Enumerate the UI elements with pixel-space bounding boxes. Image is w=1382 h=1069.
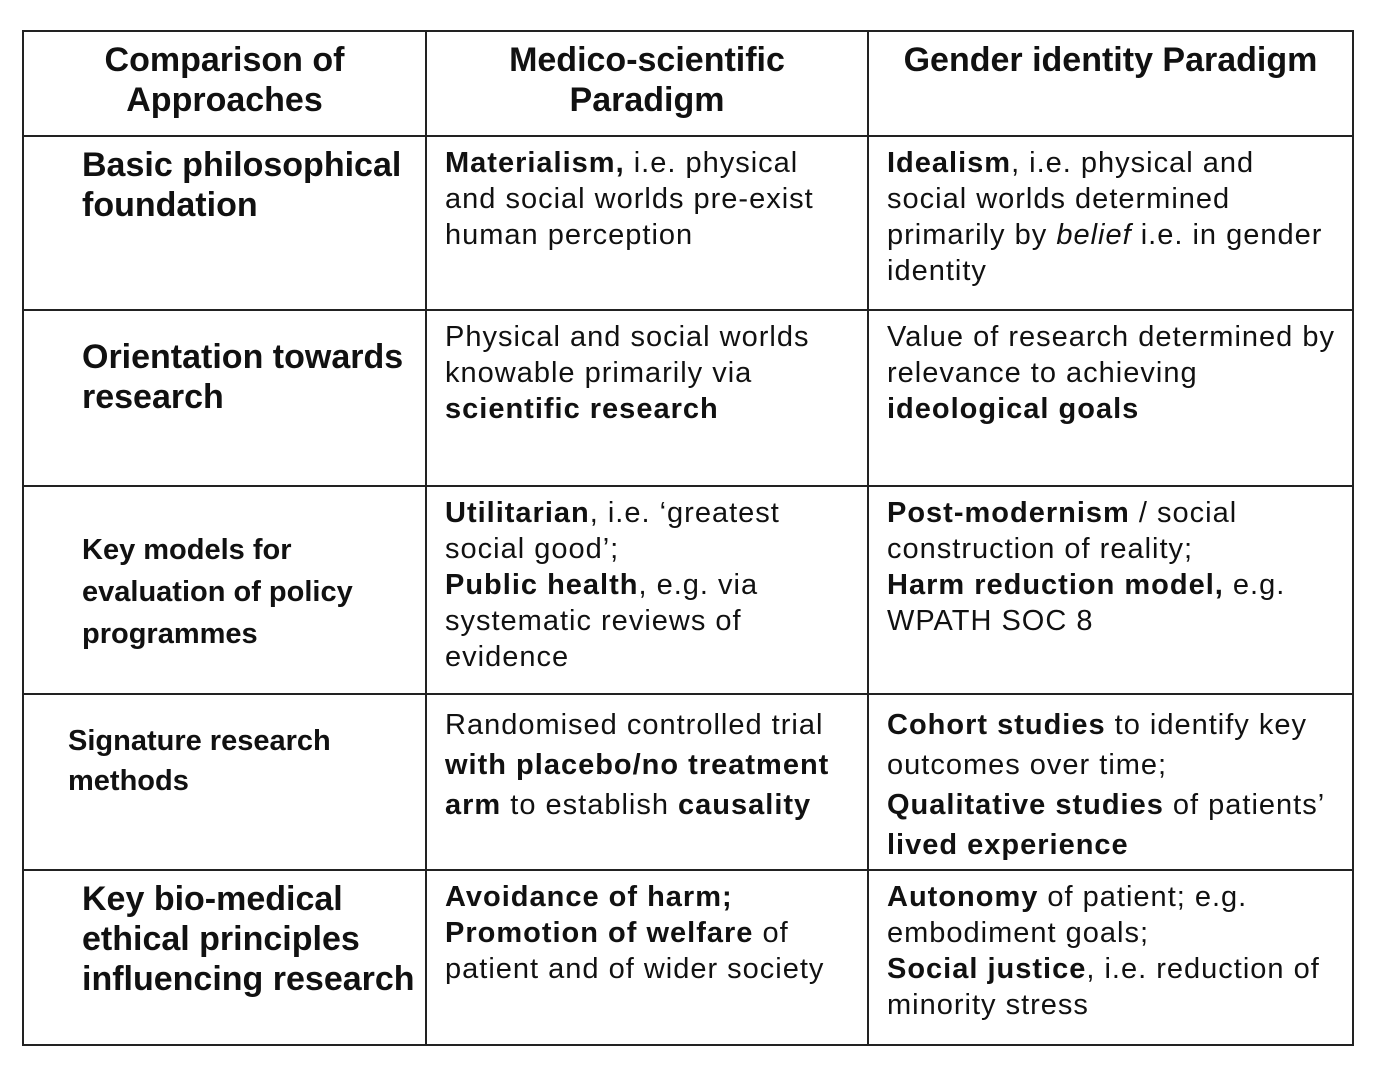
row-label: Basic philosophical foundation bbox=[23, 136, 426, 310]
medico-cell: Randomised controlled trial with placebo/no treatment arm to establish causality bbox=[426, 694, 868, 870]
gender-cell: Cohort studies to identify key outcomes over time; Qualitative studies of patients’ lived experience bbox=[868, 694, 1353, 870]
medico-cell: Utilitarian, i.e. ‘greatest social good’; Public health, e.g. via systematic reviews of evidence bbox=[426, 486, 868, 694]
medico-cell: Physical and social worlds knowable primarily via scientific research bbox=[426, 310, 868, 486]
table-row bbox=[23, 486, 1353, 694]
table-row bbox=[23, 310, 1353, 486]
header-gender-identity: Gender identity Paradigm bbox=[868, 31, 1353, 136]
gender-cell: Post-modernism / social construction of reality; Harm reduction model, e.g. WPATH SOC 8 bbox=[868, 486, 1353, 694]
row-label: Signature research methods bbox=[23, 694, 426, 870]
table-row bbox=[23, 136, 1353, 310]
gender-cell: Autonomy of patient; e.g. embodiment goals; Social justice, i.e. reduction of minority stress bbox=[868, 870, 1353, 1045]
table-row bbox=[23, 870, 1353, 1045]
header-medico-scientific: Medico-scientific Paradigm bbox=[426, 31, 868, 136]
row-label: Orientation towards research bbox=[23, 310, 426, 486]
row-label: Key models for evaluation of policy programmes bbox=[23, 486, 426, 694]
gender-cell: Value of research determined by relevance to achieving ideological goals bbox=[868, 310, 1353, 486]
header-row bbox=[23, 31, 1353, 136]
medico-cell: Avoidance of harm; Promotion of welfare of patient and of wider society bbox=[426, 870, 868, 1045]
comparison-table bbox=[22, 30, 1354, 1046]
gender-cell: Idealism, i.e. physical and social worlds determined primarily by belief i.e. in gender identity bbox=[868, 136, 1353, 310]
row-label: Key bio-medical ethical principles influencing research bbox=[23, 870, 426, 1045]
medico-cell: Materialism, i.e. physical and social worlds pre-exist human perception bbox=[426, 136, 868, 310]
table-row bbox=[23, 694, 1353, 870]
header-comparison: Comparison of Approaches bbox=[23, 31, 426, 136]
